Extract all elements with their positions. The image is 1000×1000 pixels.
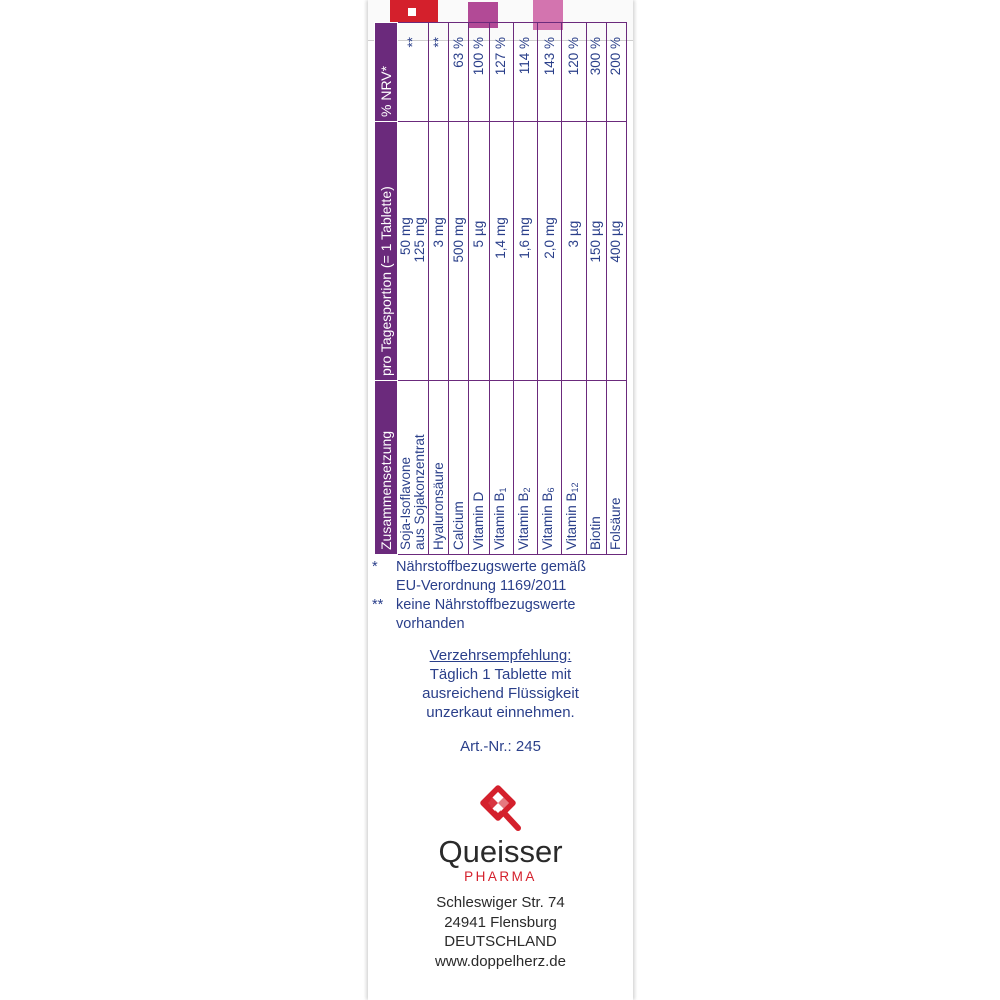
row-unit: mg <box>517 217 533 236</box>
footnote <box>372 596 637 634</box>
row-amount: 500 <box>450 240 466 263</box>
address-street: Schleswiger Str. 74 <box>436 894 565 911</box>
row-name: Biotin <box>586 381 606 555</box>
table-row <box>562 23 586 555</box>
row-amount: 50 <box>398 240 413 256</box>
row-amount: 1,6 <box>517 240 533 259</box>
row-name: Vitamin B <box>540 492 556 550</box>
row-amount-2: 125 <box>412 240 427 263</box>
row-nrv: ** <box>398 23 429 122</box>
row-nrv: 127 % <box>489 23 513 122</box>
brand-subtitle: PHARMA <box>464 869 537 884</box>
recommendation <box>368 646 633 722</box>
table-row <box>586 23 606 555</box>
table-row <box>489 23 513 555</box>
row-amount: 1,4 <box>493 240 509 259</box>
header-nrv: % NRV* <box>375 23 398 122</box>
row-nrv: 200 % <box>606 23 626 122</box>
table-row <box>606 23 626 555</box>
row-name: Vitamin B <box>564 492 580 550</box>
nutrition-table <box>374 37 627 555</box>
row-unit: µg <box>565 220 581 236</box>
recommendation-line: Täglich 1 Tablette mit <box>429 666 572 683</box>
table-row <box>429 23 449 555</box>
row-amount: 3 <box>565 240 581 248</box>
row-unit: mg <box>493 217 509 236</box>
table-row <box>469 23 489 555</box>
row-name: Vitamin B <box>515 492 531 550</box>
row-subscript: 6 <box>546 487 557 493</box>
row-name: Soja-Isoflavone <box>398 456 413 550</box>
row-amount: 5 <box>471 240 486 248</box>
address <box>368 893 633 971</box>
table-row <box>449 23 469 555</box>
row-subscript: 12 <box>570 482 581 493</box>
row-nrv: 63 % <box>449 23 469 122</box>
address-website: www.doppelherz.de <box>435 952 566 970</box>
row-subscript: 1 <box>497 487 508 493</box>
footnote-line-2: EU-Verordnung 1169/2011 <box>396 578 567 594</box>
recommendation-line: unzerkaut einnehmen. <box>426 704 575 721</box>
brand-name: Queisser <box>438 834 563 869</box>
table-row <box>513 23 537 555</box>
row-nrv: ** <box>429 23 449 122</box>
row-unit: µg <box>588 220 604 236</box>
row-nrv: 143 % <box>538 23 562 122</box>
row-nrv: 114 % <box>513 23 537 122</box>
row-name: Vitamin D <box>469 381 489 555</box>
footnote-mark: ** <box>372 597 384 613</box>
row-nrv: 300 % <box>586 23 606 122</box>
row-unit: µg <box>471 220 486 236</box>
row-amount: 150 <box>588 240 604 263</box>
queisser-logo-icon <box>473 784 523 832</box>
footnote-line-2: vorhanden <box>396 616 465 632</box>
row-amount: 3 <box>430 240 446 248</box>
package-side-panel <box>368 0 633 1000</box>
footnote-line: keine Nährstoffbezugswerte <box>396 597 576 613</box>
logo-fragment-mark <box>408 8 416 16</box>
header-composition: Zusammensetzung <box>375 381 398 555</box>
address-country: DEUTSCHLAND <box>444 933 557 950</box>
row-unit: mg <box>430 217 446 236</box>
row-amount: 2,0 <box>541 240 557 259</box>
row-name: Calcium <box>449 381 469 555</box>
row-name-2: aus Sojakonzentrat <box>412 434 427 550</box>
row-unit: mg <box>398 217 413 236</box>
table-row <box>538 23 562 555</box>
recommendation-line: ausreichend Flüssigkeit <box>422 685 579 702</box>
header-per-portion: pro Tagesportion (= 1 Tablette) <box>375 122 398 381</box>
row-name: Hyaluronsäure <box>429 381 449 555</box>
row-nrv: 120 % <box>562 23 586 122</box>
table-row <box>398 23 429 555</box>
row-subscript: 2 <box>521 487 532 493</box>
row-name: Folsäure <box>606 381 626 555</box>
footnote <box>372 558 637 596</box>
footnote-mark: * <box>372 559 378 575</box>
row-unit-2: mg <box>412 217 427 236</box>
row-nrv: 100 % <box>469 23 489 122</box>
row-unit: µg <box>608 220 624 236</box>
footnote-line: Nährstoffbezugswerte gemäß <box>396 559 586 575</box>
footnotes <box>372 558 637 634</box>
row-unit: mg <box>450 217 466 236</box>
recommendation-title: Verzehrsempfehlung: <box>429 647 572 664</box>
row-unit: mg <box>541 217 557 236</box>
row-amount: 400 <box>608 240 624 263</box>
article-number: Art.-Nr.: 245 <box>460 738 541 755</box>
row-name: Vitamin B <box>491 492 507 550</box>
address-city: 24941 Flensburg <box>444 913 557 931</box>
